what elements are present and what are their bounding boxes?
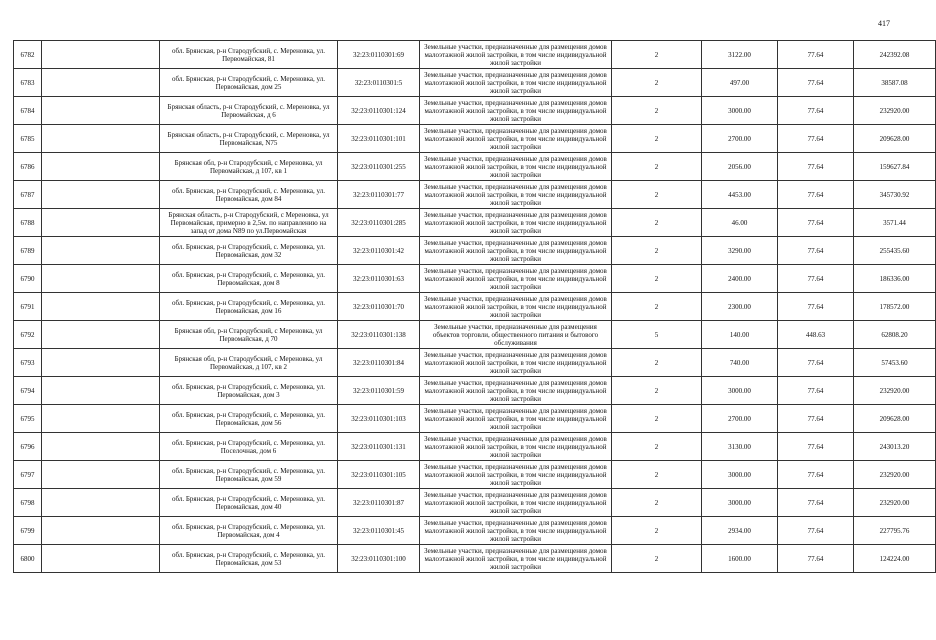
address-cell: обл. Брянская, р-н Стародубский, с. Мереновка, ул. Первомайская, дом 56 <box>160 405 338 433</box>
use-group-cell: 2 <box>612 237 702 265</box>
cadastral-number-cell: 32:23:0110301:42 <box>338 237 420 265</box>
table-row <box>14 405 936 433</box>
unit-value-cell: 77.64 <box>778 41 854 69</box>
land-use-cell: Земельные участки, предназначенные для размещения домов малоэтажной жилой застройки, в том числе индивидуальной жилой застройки <box>420 69 612 97</box>
use-group-cell: 2 <box>612 433 702 461</box>
cadastral-number-cell: 32:23:0110301:87 <box>338 489 420 517</box>
row-number-cell: 6800 <box>14 545 42 573</box>
cadastral-number-cell: 32:23:0110301:69 <box>338 41 420 69</box>
land-use-cell: Земельные участки, предназначенные для размещения домов малоэтажной жилой застройки, в том числе индивидуальной жилой застройки <box>420 209 612 237</box>
cadastral-value-cell: 209628.00 <box>854 405 936 433</box>
use-group-cell: 2 <box>612 265 702 293</box>
address-cell: обл. Брянская, р-н Стародубский, с. Мереновка, ул. Первомайская, дом 84 <box>160 181 338 209</box>
land-use-cell: Земельные участки, предназначенные для размещения домов малоэтажной жилой застройки, в том числе индивидуальной жилой застройки <box>420 181 612 209</box>
area-cell: 497.00 <box>702 69 778 97</box>
area-cell: 3290.00 <box>702 237 778 265</box>
use-group-cell: 2 <box>612 209 702 237</box>
empty-cell <box>42 237 160 265</box>
cadastral-number-cell: 32:23:0110301:101 <box>338 125 420 153</box>
empty-cell <box>42 153 160 181</box>
address-cell: Брянская область, р-н Стародубский, с. Мереновка, ул Первомайская, N75 <box>160 125 338 153</box>
address-cell: обл. Брянская, р-н Стародубский, с. Мереновка, ул. Первомайская, дом 40 <box>160 489 338 517</box>
area-cell: 3000.00 <box>702 377 778 405</box>
unit-value-cell: 77.64 <box>778 237 854 265</box>
row-number-cell: 6786 <box>14 153 42 181</box>
cadastral-number-cell: 32:23:0110301:131 <box>338 433 420 461</box>
area-cell: 3122.00 <box>702 41 778 69</box>
use-group-cell: 2 <box>612 545 702 573</box>
area-cell: 140.00 <box>702 321 778 349</box>
area-cell: 3130.00 <box>702 433 778 461</box>
address-cell: Брянская область, р-н Стародубский, с. Мереновка, ул Первомайская, д 6 <box>160 97 338 125</box>
address-cell: Брянская область, р-н Стародубский, с Мереновка, ул Первомайская, примерно в 2,5м. по направлению на запад от дома N89 по ул.Первомайская <box>160 209 338 237</box>
cadastral-number-cell: 32:23:0110301:124 <box>338 97 420 125</box>
cadastral-value-cell: 243013.20 <box>854 433 936 461</box>
address-cell: обл. Брянская, р-н Стародубский, с. Мереновка, ул. Первомайская, дом 53 <box>160 545 338 573</box>
row-number-cell: 6790 <box>14 265 42 293</box>
table-row <box>14 545 936 573</box>
cadastral-value-cell: 345730.92 <box>854 181 936 209</box>
use-group-cell: 2 <box>612 293 702 321</box>
cadastral-number-cell: 32:23:0110301:100 <box>338 545 420 573</box>
table-row <box>14 265 936 293</box>
row-number-cell: 6792 <box>14 321 42 349</box>
unit-value-cell: 77.64 <box>778 69 854 97</box>
address-cell: обл. Брянская, р-н Стародубский, с. Мереновка, ул. Первомайская, дом 59 <box>160 461 338 489</box>
row-number-cell: 6799 <box>14 517 42 545</box>
table-row <box>14 181 936 209</box>
table-row <box>14 517 936 545</box>
unit-value-cell: 77.64 <box>778 545 854 573</box>
use-group-cell: 2 <box>612 405 702 433</box>
land-use-cell: Земельные участки, предназначенные для размещения домов малоэтажной жилой застройки, в том числе индивидуальной жилой застройки <box>420 153 612 181</box>
cadastral-value-cell: 232920.00 <box>854 489 936 517</box>
cadastral-number-cell: 32:23:0110301:5 <box>338 69 420 97</box>
cadastral-value-cell: 62808.20 <box>854 321 936 349</box>
row-number-cell: 6798 <box>14 489 42 517</box>
row-number-cell: 6782 <box>14 41 42 69</box>
unit-value-cell: 77.64 <box>778 153 854 181</box>
cadastral-value-cell: 3571.44 <box>854 209 936 237</box>
use-group-cell: 2 <box>612 517 702 545</box>
address-cell: обл. Брянская, р-н Стародубский, с. Мереновка, ул. Первомайская, 81 <box>160 41 338 69</box>
land-use-cell: Земельные участки, предназначенные для размещения домов малоэтажной жилой застройки, в том числе индивидуальной жилой застройки <box>420 41 612 69</box>
area-cell: 1600.00 <box>702 545 778 573</box>
address-cell: обл. Брянская, р-н Стародубский, с. Мереновка, ул. Первомайская, дом 25 <box>160 69 338 97</box>
cadastral-value-cell: 124224.00 <box>854 545 936 573</box>
address-cell: обл. Брянская, р-н Стародубский, с. Мереновка, ул. Первомайская, дом 16 <box>160 293 338 321</box>
table-row <box>14 237 936 265</box>
area-cell: 2300.00 <box>702 293 778 321</box>
row-number-cell: 6791 <box>14 293 42 321</box>
row-number-cell: 6788 <box>14 209 42 237</box>
area-cell: 46.00 <box>702 209 778 237</box>
table-row <box>14 349 936 377</box>
empty-cell <box>42 349 160 377</box>
table-row <box>14 489 936 517</box>
land-use-cell: Земельные участки, предназначенные для размещения домов малоэтажной жилой застройки, в том числе индивидуальной жилой застройки <box>420 349 612 377</box>
table-row <box>14 461 936 489</box>
empty-cell <box>42 517 160 545</box>
empty-cell <box>42 209 160 237</box>
cadastral-value-cell: 232920.00 <box>854 97 936 125</box>
row-number-cell: 6787 <box>14 181 42 209</box>
empty-cell <box>42 489 160 517</box>
cadastral-number-cell: 32:23:0110301:105 <box>338 461 420 489</box>
cadastral-value-table <box>13 40 936 573</box>
use-group-cell: 2 <box>612 125 702 153</box>
page-number: 417 <box>878 19 890 28</box>
row-number-cell: 6795 <box>14 405 42 433</box>
address-cell: Брянская обл, р-н Стародубский, с Мереновка, ул Первомайская, д 107, кв 1 <box>160 153 338 181</box>
unit-value-cell: 448.63 <box>778 321 854 349</box>
unit-value-cell: 77.64 <box>778 433 854 461</box>
cadastral-value-cell: 209628.00 <box>854 125 936 153</box>
land-use-cell: Земельные участки, предназначенные для размещения домов малоэтажной жилой застройки, в том числе индивидуальной жилой застройки <box>420 489 612 517</box>
empty-cell <box>42 41 160 69</box>
cadastral-value-cell: 242392.08 <box>854 41 936 69</box>
land-use-cell: Земельные участки, предназначенные для размещения домов малоэтажной жилой застройки, в том числе индивидуальной жилой застройки <box>420 377 612 405</box>
cadastral-value-cell: 38587.08 <box>854 69 936 97</box>
cadastral-number-cell: 32:23:0110301:77 <box>338 181 420 209</box>
land-use-cell: Земельные участки, предназначенные для размещения домов малоэтажной жилой застройки, в том числе индивидуальной жилой застройки <box>420 545 612 573</box>
row-number-cell: 6794 <box>14 377 42 405</box>
use-group-cell: 2 <box>612 181 702 209</box>
unit-value-cell: 77.64 <box>778 293 854 321</box>
empty-cell <box>42 265 160 293</box>
cadastral-value-cell: 232920.00 <box>854 377 936 405</box>
empty-cell <box>42 433 160 461</box>
table-row <box>14 41 936 69</box>
cadastral-value-cell: 255435.60 <box>854 237 936 265</box>
cadastral-value-cell: 186336.00 <box>854 265 936 293</box>
row-number-cell: 6785 <box>14 125 42 153</box>
cadastral-number-cell: 32:23:0110301:45 <box>338 517 420 545</box>
cadastral-number-cell: 32:23:0110301:84 <box>338 349 420 377</box>
cadastral-value-cell: 227795.76 <box>854 517 936 545</box>
unit-value-cell: 77.64 <box>778 97 854 125</box>
empty-cell <box>42 461 160 489</box>
land-use-cell: Земельные участки, предназначенные для размещения объектов торговли, общественного питания и бытового обслуживания <box>420 321 612 349</box>
land-use-cell: Земельные участки, предназначенные для размещения домов малоэтажной жилой застройки, в том числе индивидуальной жилой застройки <box>420 517 612 545</box>
table-row <box>14 153 936 181</box>
land-use-cell: Земельные участки, предназначенные для размещения домов малоэтажной жилой застройки, в том числе индивидуальной жилой застройки <box>420 97 612 125</box>
land-use-cell: Земельные участки, предназначенные для размещения домов малоэтажной жилой застройки, в том числе индивидуальной жилой застройки <box>420 433 612 461</box>
area-cell: 2056.00 <box>702 153 778 181</box>
empty-cell <box>42 545 160 573</box>
unit-value-cell: 77.64 <box>778 377 854 405</box>
empty-cell <box>42 377 160 405</box>
address-cell: Брянская обл, р-н Стародубский, с Мереновка, ул Первомайская, д 70 <box>160 321 338 349</box>
empty-cell <box>42 181 160 209</box>
use-group-cell: 2 <box>612 461 702 489</box>
area-cell: 4453.00 <box>702 181 778 209</box>
use-group-cell: 2 <box>612 489 702 517</box>
row-number-cell: 6797 <box>14 461 42 489</box>
unit-value-cell: 77.64 <box>778 489 854 517</box>
table-row <box>14 293 936 321</box>
row-number-cell: 6789 <box>14 237 42 265</box>
empty-cell <box>42 125 160 153</box>
land-use-cell: Земельные участки, предназначенные для размещения домов малоэтажной жилой застройки, в том числе индивидуальной жилой застройки <box>420 461 612 489</box>
table-row <box>14 97 936 125</box>
area-cell: 2934.00 <box>702 517 778 545</box>
land-use-cell: Земельные участки, предназначенные для размещения домов малоэтажной жилой застройки, в том числе индивидуальной жилой застройки <box>420 293 612 321</box>
address-cell: обл. Брянская, р-н Стародубский, с. Мереновка, ул. Первомайская, дом 3 <box>160 377 338 405</box>
cadastral-value-cell: 57453.60 <box>854 349 936 377</box>
area-cell: 3000.00 <box>702 461 778 489</box>
use-group-cell: 5 <box>612 321 702 349</box>
cadastral-number-cell: 32:23:0110301:285 <box>338 209 420 237</box>
land-use-cell: Земельные участки, предназначенные для размещения домов малоэтажной жилой застройки, в том числе индивидуальной жилой застройки <box>420 265 612 293</box>
empty-cell <box>42 69 160 97</box>
address-cell: Брянская обл, р-н Стародубский, с Мереновка, ул Первомайская, д 107, кв 2 <box>160 349 338 377</box>
table-row <box>14 377 936 405</box>
cadastral-number-cell: 32:23:0110301:103 <box>338 405 420 433</box>
table-body <box>14 41 936 573</box>
table-row <box>14 321 936 349</box>
cadastral-number-cell: 32:23:0110301:255 <box>338 153 420 181</box>
use-group-cell: 2 <box>612 69 702 97</box>
empty-cell <box>42 321 160 349</box>
unit-value-cell: 77.64 <box>778 461 854 489</box>
unit-value-cell: 77.64 <box>778 209 854 237</box>
cadastral-value-cell: 178572.00 <box>854 293 936 321</box>
address-cell: обл. Брянская, р-н Стародубский, с. Мереновка, ул. Первомайская, дом 4 <box>160 517 338 545</box>
table-row <box>14 69 936 97</box>
address-cell: обл. Брянская, р-н Стародубский, с. Мереновка, ул. Поселочная, дом 6 <box>160 433 338 461</box>
use-group-cell: 2 <box>612 349 702 377</box>
unit-value-cell: 77.64 <box>778 265 854 293</box>
unit-value-cell: 77.64 <box>778 517 854 545</box>
area-cell: 740.00 <box>702 349 778 377</box>
use-group-cell: 2 <box>612 153 702 181</box>
unit-value-cell: 77.64 <box>778 349 854 377</box>
area-cell: 3000.00 <box>702 97 778 125</box>
address-cell: обл. Брянская, р-н Стародубский, с. Мереновка, ул. Первомайская, дом 32 <box>160 237 338 265</box>
table-row <box>14 209 936 237</box>
use-group-cell: 2 <box>612 41 702 69</box>
cadastral-number-cell: 32:23:0110301:63 <box>338 265 420 293</box>
use-group-cell: 2 <box>612 97 702 125</box>
row-number-cell: 6784 <box>14 97 42 125</box>
cadastral-value-cell: 232920.00 <box>854 461 936 489</box>
land-use-cell: Земельные участки, предназначенные для размещения домов малоэтажной жилой застройки, в том числе индивидуальной жилой застройки <box>420 405 612 433</box>
land-use-cell: Земельные участки, предназначенные для размещения домов малоэтажной жилой застройки, в том числе индивидуальной жилой застройки <box>420 125 612 153</box>
area-cell: 2400.00 <box>702 265 778 293</box>
land-use-cell: Земельные участки, предназначенные для размещения домов малоэтажной жилой застройки, в том числе индивидуальной жилой застройки <box>420 237 612 265</box>
area-cell: 3000.00 <box>702 489 778 517</box>
use-group-cell: 2 <box>612 377 702 405</box>
empty-cell <box>42 97 160 125</box>
table-row <box>14 433 936 461</box>
unit-value-cell: 77.64 <box>778 405 854 433</box>
row-number-cell: 6793 <box>14 349 42 377</box>
cadastral-value-cell: 159627.84 <box>854 153 936 181</box>
table-row <box>14 125 936 153</box>
address-cell: обл. Брянская, р-н Стародубский, с. Мереновка, ул. Первомайская, дом 8 <box>160 265 338 293</box>
area-cell: 2700.00 <box>702 125 778 153</box>
cadastral-number-cell: 32:23:0110301:138 <box>338 321 420 349</box>
empty-cell <box>42 293 160 321</box>
row-number-cell: 6796 <box>14 433 42 461</box>
cadastral-number-cell: 32:23:0110301:59 <box>338 377 420 405</box>
area-cell: 2700.00 <box>702 405 778 433</box>
empty-cell <box>42 405 160 433</box>
row-number-cell: 6783 <box>14 69 42 97</box>
cadastral-number-cell: 32:23:0110301:70 <box>338 293 420 321</box>
unit-value-cell: 77.64 <box>778 125 854 153</box>
unit-value-cell: 77.64 <box>778 181 854 209</box>
